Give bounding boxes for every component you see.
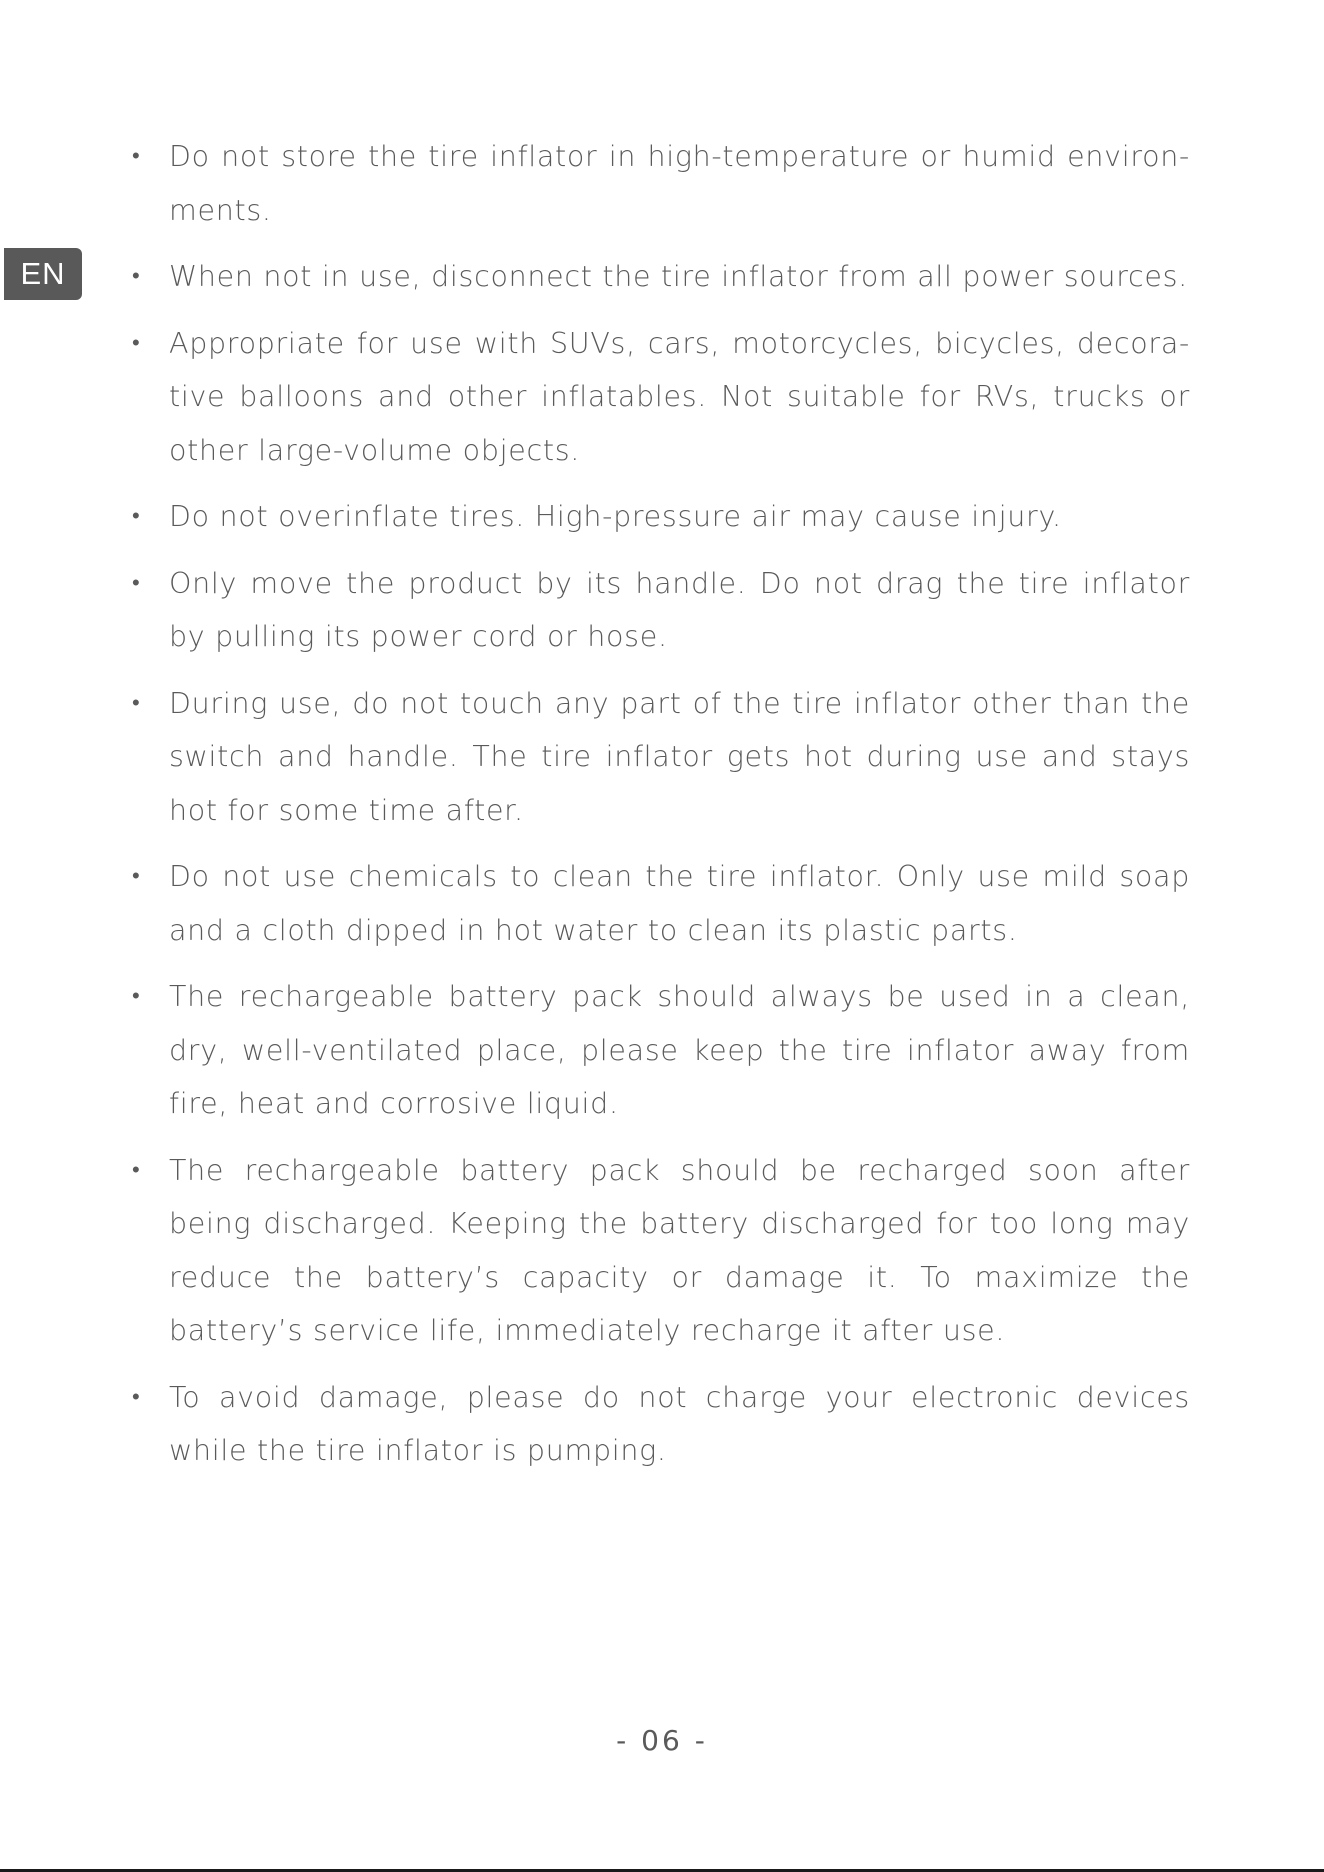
bullet-icon: • (132, 864, 141, 889)
bullet-icon: • (132, 264, 141, 289)
bullet-icon: • (132, 330, 141, 356)
list-item (132, 557, 1190, 664)
list-item-text: Only move the product by its handle. Do not drag the tire inflator by pulling its power cord or hose. (169, 566, 1190, 653)
bullet-icon: • (132, 984, 141, 1009)
list-item-text: Do not overinflate tires. High-pressure air may cause injury. (169, 500, 1062, 533)
list-item (132, 317, 1190, 478)
list-item-text: Do not use chemicals to clean the tire inflator. Only use mild soap and a cloth dipped in hot water to clean its plastic parts. (169, 860, 1190, 947)
list-item (132, 130, 1190, 237)
list-item (132, 490, 1190, 544)
language-tab: EN (4, 248, 82, 300)
bullet-icon: • (132, 690, 141, 716)
list-item-text: During use, do not touch any part of the tire inflator other than the switch and handle. The tire inflator gets hot during use and stays hot for some time after. (169, 686, 1190, 827)
bullet-icon: • (132, 144, 141, 169)
list-item-text: The rechargeable battery pack should always be used in a clean, dry, well-ventilated place, please keep the tire inflator away from fire, heat and corrosive liquid. (169, 980, 1190, 1120)
safety-instructions-list (132, 130, 1190, 1491)
list-item (132, 677, 1190, 838)
list-item (132, 1144, 1190, 1358)
list-item (132, 850, 1190, 957)
list-item (132, 970, 1190, 1131)
list-item-text: Appropriate for use with SUVs, cars, motorcycles, bicycles, decora-tive balloons and other inflatables. Not suitable for RVs, trucks or other large-volume objects. (169, 326, 1190, 467)
list-item-text: When not in use, disconnect the tire inflator from all power sources. (169, 260, 1188, 293)
list-item-text: The rechargeable battery pack should be recharged soon after being discharged. Keeping the battery discharged for too long may reduce the battery’s capacity or damage it. To maximize the battery’s service life, immediately recharge it after use. (169, 1153, 1190, 1347)
bullet-icon: • (132, 504, 141, 529)
bullet-icon: • (132, 1384, 141, 1410)
list-item-text: To avoid damage, please do not charge your electronic devices while the tire inflator is pumping. (169, 1380, 1190, 1467)
page-number: - 06 - (616, 1724, 708, 1757)
list-item-text: Do not store the tire inflator in high-temperature or humid environ-ments. (169, 140, 1190, 227)
bullet-icon: • (132, 1157, 141, 1183)
list-item (132, 1371, 1190, 1478)
bullet-icon: • (132, 570, 141, 596)
list-item (132, 250, 1190, 304)
